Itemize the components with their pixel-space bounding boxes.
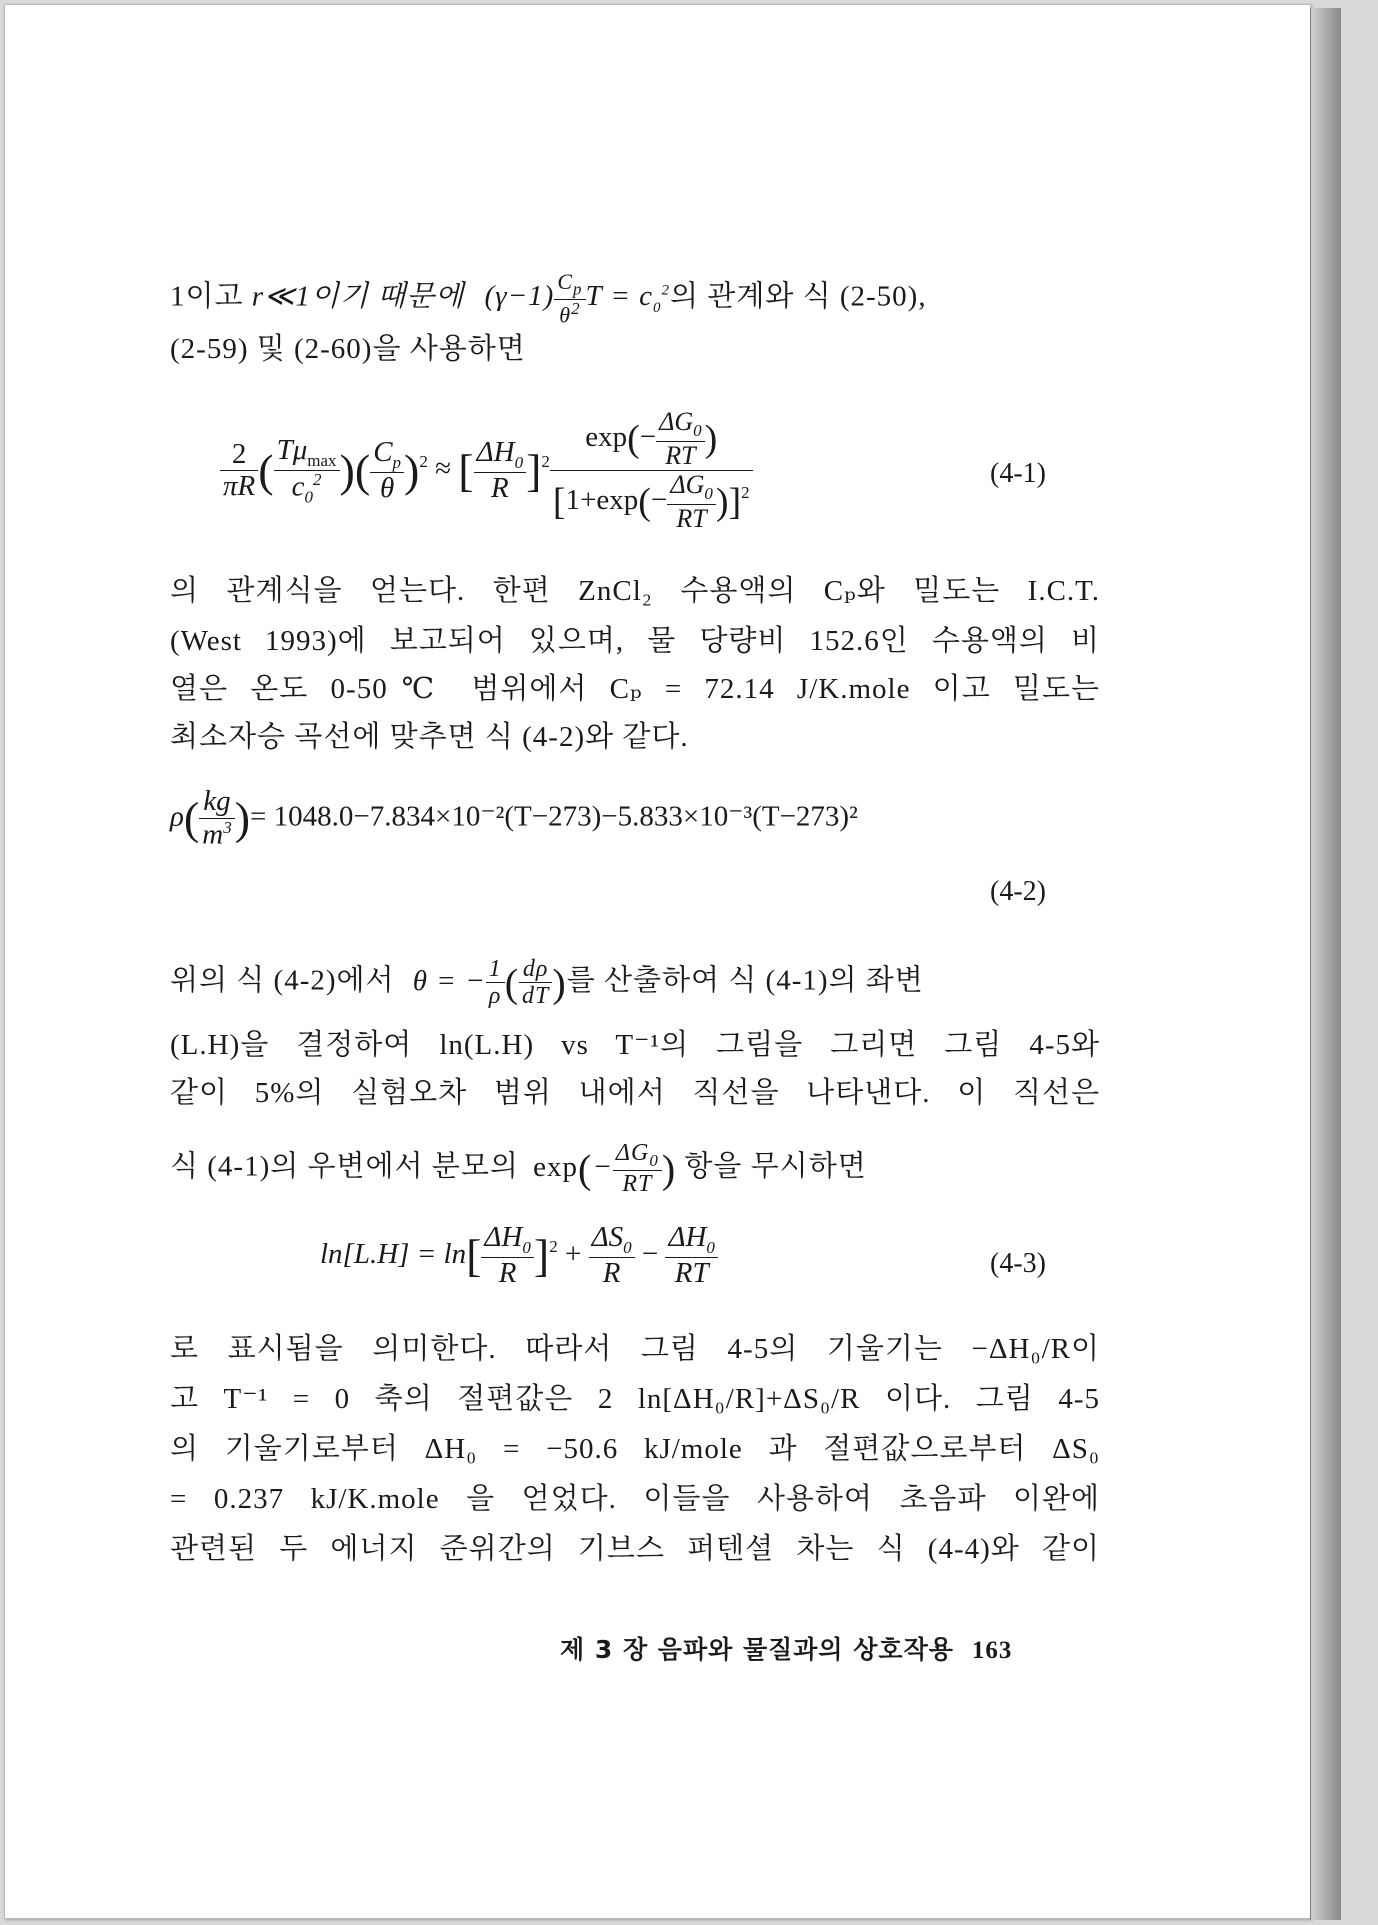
text-line-7: 위의 식 (4-2)에서 θ = − $\frac{1}{\rho}$ ( $\frac{d\rho}{dT}$ )를 산출하여 식 (4-1)의 좌변 [170, 956, 924, 1010]
text-line-3: 의 관계식을 얻는다. 한편 ZnCl₂ 수용액의 Cₚ와 밀도는 I.C.T. [170, 575, 1100, 607]
text-span: 의 관계와 식 (2-50), [670, 280, 927, 313]
equation-number-4-2: (4-2) [990, 876, 1046, 907]
equation-4-2-body: = 1048.0−7.834×10⁻²(T−273)−5.833×10⁻³(T−273)² [250, 800, 858, 833]
chapter-title: 제 3 장 음파와 물질과의 상호작용 [560, 1635, 954, 1664]
text-span: 항을 무시하면 [684, 1150, 867, 1183]
text-line-14: = 0.237 kJ/K.mole 을 얻었다. 이들을 사용하여 초음파 이완에 [170, 1483, 1100, 1515]
text-line-1: 1이고 r≪1이기 때문에 (γ−1) $\frac{C_p}{\theta^2}$ $T = c_0^2$의 관계와 식 (2-50), [170, 269, 927, 328]
equation-number-4-1: (4-1) [990, 458, 1046, 489]
text-span: 1이고 [170, 280, 244, 313]
text-line-11: 로 표시됨을 의미한다. 따라서 그림 4-5의 기울기는 −ΔH₀/R이 [170, 1333, 1100, 1365]
text-line-6: 최소자승 곡선에 맞추면 식 (4-2)와 같다. [170, 721, 689, 753]
text-line-2: (2-59) 및 (2-60)을 사용하면 [170, 333, 526, 365]
text-line-12: 고 T⁻¹ = 0 축의 절편값은 2 ln[ΔH₀/R]+ΔS₀/R 이다. 그림 4-5 [170, 1383, 1100, 1415]
text-span: 위의 식 (4-2)에서 [170, 964, 395, 997]
equation-4-3: ln[L.H] = ln[ $\frac{\Delta H_0}{R}$ ]$^2$ + $\frac{\Delta S_0}{R}$ − $\frac{\Delta H_0}{RT}$ [320, 1222, 718, 1290]
equation-4-1: $\frac{2}{\pi R}$ ( $\frac{T\mu_{max}}{c_0^2}$ )( $\frac{C_p}{\theta}$ )$^2$ ≈ [ $\frac{\Delta H_0}{R}$ ]$^2$ exp(− $\frac{\Delta G_0}{RT}$ ) [1+exp(− $\frac{\Delta G_0}{RT}$ )]$^2$ [220, 408, 753, 534]
equation-number-4-3: (4-3) [990, 1248, 1046, 1279]
text-line-15: 관련된 두 에너지 준위간의 기브스 퍼텐셜 차는 식 (4-4)와 같이 [170, 1533, 1100, 1565]
text-line-10: 식 (4-1)의 우변에서 분모의 exp(− $\frac{\Delta G_0}{RT}$ ) 항을 무시하면 [170, 1140, 867, 1198]
text-span: 식 (4-1)의 우변에서 분모의 [170, 1150, 519, 1183]
text-span: r≪1이기 때문에 [251, 280, 465, 313]
page-stack-edge [1310, 8, 1341, 1920]
text-line-8: (L.H)을 결정하여 ln(L.H) vs T⁻¹의 그림을 그리면 그림 4-5와 [170, 1029, 1100, 1061]
equation-4-2: ρ( $\frac{kg}{m^3}$ )= 1048.0−7.834×10⁻²(T−273)−5.833×10⁻³(T−273)² [170, 785, 858, 851]
page-footer [560, 1630, 1012, 1666]
text-line-9: 같이 5%의 실험오차 범위 내에서 직선을 나타낸다. 이 직선은 [170, 1077, 1100, 1109]
equation-4-3-lhs: ln[L.H] = ln [320, 1237, 467, 1270]
text-span: 를 산출하여 식 (4-1)의 좌변 [566, 964, 924, 997]
text-line-4: (West 1993)에 보고되어 있으며, 물 당량비 152.6인 수용액의 비 [170, 625, 1100, 657]
text-line-5: 열은 온도 0-50℃ 범위에서 Cₚ = 72.14 J/K.mole 이고 밀도는 [170, 673, 1100, 705]
page-number: 163 [971, 1637, 1013, 1664]
text-line-13: 의 기울기로부터 ΔH₀ = −50.6 kJ/mole 과 절편값으로부터 ΔS₀ [170, 1433, 1100, 1465]
